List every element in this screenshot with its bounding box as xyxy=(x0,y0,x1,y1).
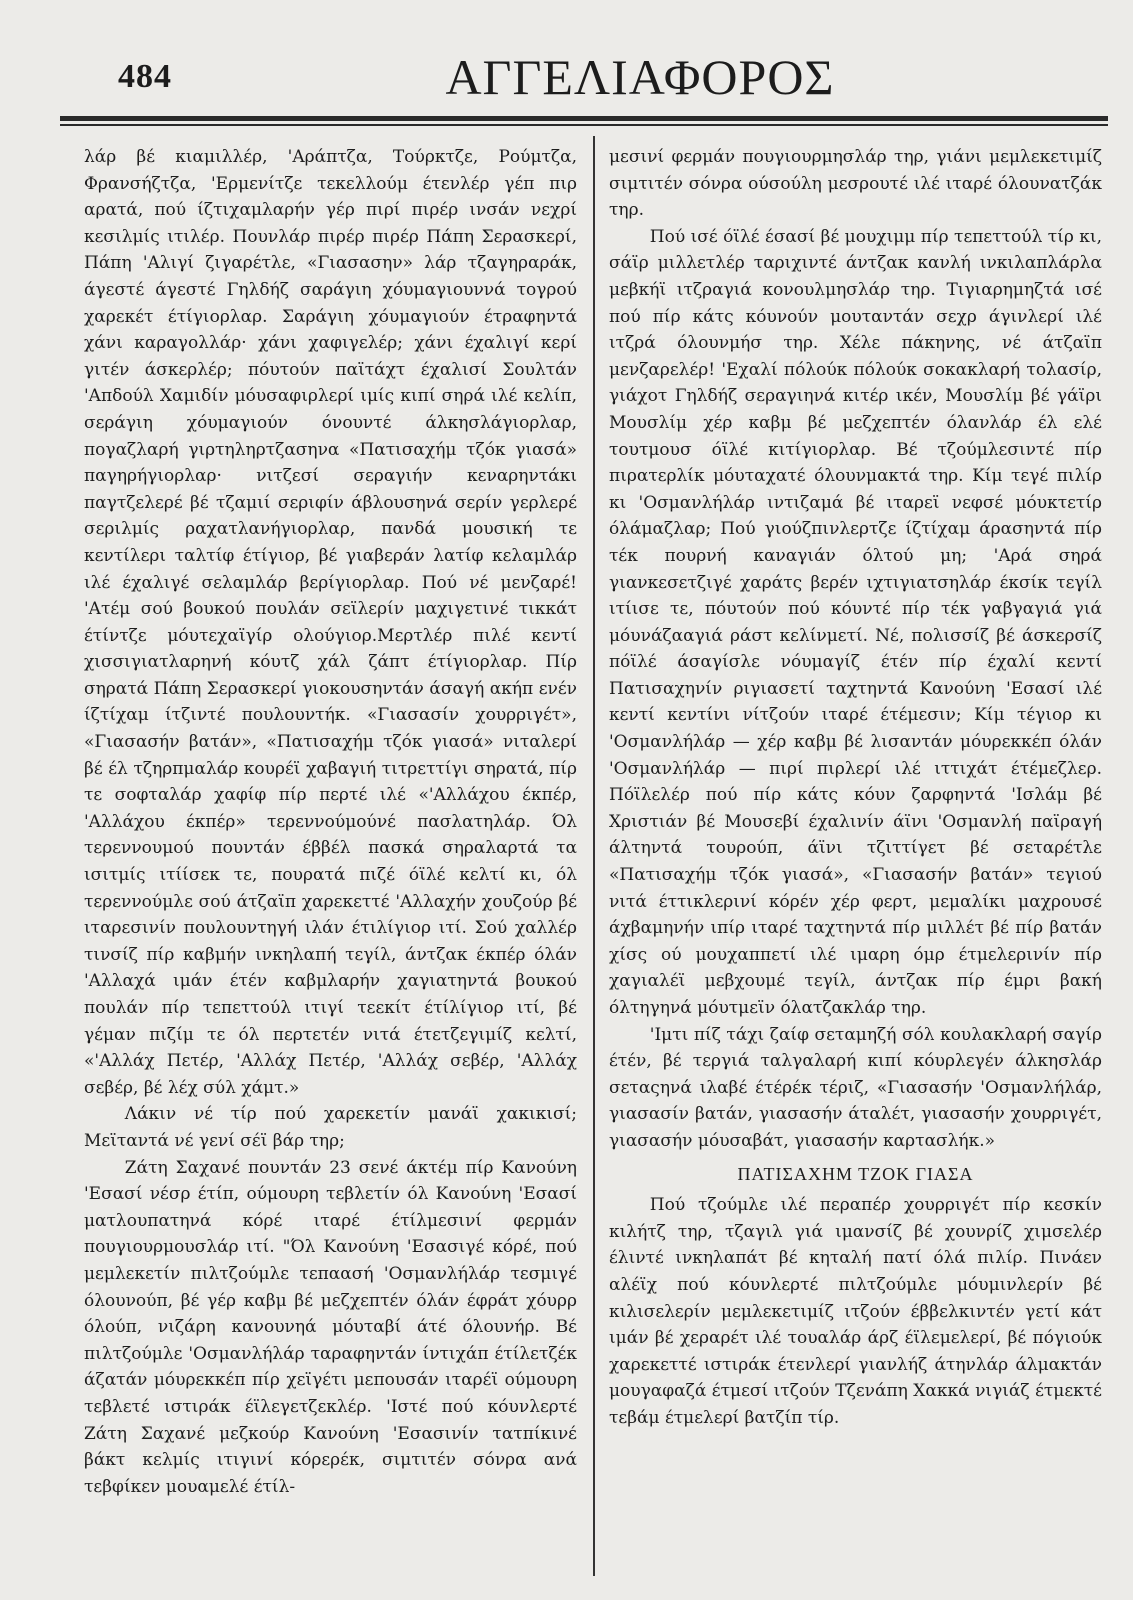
left-paragraph-2: Λάκιν νέ τίρ πού χαρεκετίν μανάϊ χακικισί; Μεϊταντά νέ γενί σέϊ βάρ τηρ; xyxy=(84,1104,577,1151)
page-header xyxy=(60,48,1120,110)
right-paragraph-4: Πού τζούμλε ιλέ περαπέρ χουρριγέτ πίρ κεσκίν κιλήτζ τηρ, τζαγιλ γιά ιμανσίζ βέ χουνρίζ χιμσελέρ έλιντέ ινκηλαπάτ βέ κηταλή πατί όλά πιλίρ. Πινάεν αλέϊχ πού κόυνλερτέ πιλτζούμλε μόυμινλερίν βέ κιλισελερίν μεμλεκετιμίζ ιτζούν έββελκιντέν γετί κάτ ιμάν βέ χεραρέτ ιλέ τουαλάρ άρζ έϊλεμελερί, βέ πόγιούκ χαρεκεττέ ιστιράκ έτενλερί γιανλήζ άτηνλάρ άλμακτάν μουγαφαζά έτμεσί ιτζούν Τζενάπη Χακκά νιγιάζ έτμεκτέ τεβάμ έτμελερί βατζίπ τίρ. xyxy=(609,1195,1102,1428)
header-rule xyxy=(60,116,1108,121)
column-divider xyxy=(593,136,595,1576)
right-paragraph-1: μεσινί φερμάν πουγιουρμησλάρ τηρ, γιάνι μεμλεκετιμίζ σιμτιτέν σόνρα ούσούλη μεσρουτέ ιλέ ιταρέ όλουνατζάκ τηρ. xyxy=(609,147,1102,221)
page-number: 484 xyxy=(118,58,172,95)
left-paragraph-1: λάρ βέ κιαμιλλέρ, 'Αράπτζα, Τούρκτζε, Ρούμτζα, Φρανσήζτζα, 'Ερμενίτζε τεκελλούμ έτενλέρ γέπ πιρ αρατά, πού ίζτιχαμλαρήν γέρ πιρί πιρέρ ινσάν νεχρί κεσιλμίς ιτιλέρ. Πουνλάρ πιρέρ πιρέρ Πάπη Σερασκερί, Πάπη 'Αλιγί ζιγαρέτλε, «Γιασασην» λάρ τζαγηραράκ, άγεστέ άγεστέ Γηλδήζ σαράγιη χόυμαγιουννά τογρού χαρεκέτ έτίγιορλαρ. Σαράγιη χόυμαγιούν έτραφηντά χάνι καραγολλάρ· χάνι χαφιγελέρ; χάνι έχαλιγί κερί γιτέν άσκερλέρ; πόυτούν παϊτάχτ έχαλισί Σουλτάν 'Απδούλ Χαμιδίν μόυσαφιρλερί ιμίς κιπί σηρά ιλέ κελίπ, σεράγιη χόυμαγιούν όνουντέ άλκησλάγιορλαρ, πογαζλαρή γιρτηληρτζασηνα «Πατισαχήμ τζόκ γιασά» παγηρήγιορλαρ· νιτζεσί σεραγιήν κεναρηντάκι παγτζελερέ βέ τζαμιί σεριφίν άβλουσηνά σερίν γερλερέ σεριλμίς ραχατλανήγιορλαρ, πανδά μουσική τε κεντίλερι ταλτίφ έτίγιορ, βέ γιαβεράν λατίφ κελαμλάρ ιλέ έχαλιγέ σελαμλάρ βερίγιορλαρ. Πού νέ μενζαρέ! 'Ατέμ σού βουκού πουλάν σεϊλερίν μαχιγετινέ τικκάτ έτίντζε μόυτεχαϊγίρ ολούγιορ.Μερτλέρ πιλέ κεντί χισσιγιατλαρηνή κόυτζ χάλ ζάπτ έτίγιορλαρ. Πίρ σηρατά Πάπη Σερασκερί γιοκουσηντάν άσαγή ακήπ ενέν ίζτίχαμ ίτζιντέ πουλουντήκ. «Γιασασίν χουρριγέτ», «Γιασασήν βατάν», «Πατισαχήμ τζόκ γιασά» νιταλερί βέ έλ τζηρπμαλάρ κουρέϊ χαβαγιή τιτρεττίγι σηρατά, πίρ τε σοφταλάρ χαφίφ πίρ περτέ ιλέ «'Αλλάχου έκπέρ, 'Αλλάχου έκπέρ» τερεννούμούνέ πασλατηλάρ. Όλ τερεννουμού πουντάν έββέλ πασκά σηραλαρτά τα ισιτμίς ιτίίσεκ τε, πουρατά πιζέ όϊλέ κελτί κι, όλ τερεννούμλε σού άτζαϊπ χαρεκεττέ 'Αλλαχήν χουζούρ βέ ιταρεσινίν πουλουντηγή ιλάν έτιλίγιορ ιτί. Σού χαλλέρ τινσίζ πίρ καβμήν ινκηλαπή τεγίλ, άντζακ έκπέρ όλάν 'Αλλαχά ιμάν έτέν καβμλαρήν χαγιατηντά βουκού πουλάν πίρ τεπεττούλ ιτιγί τεεκίτ έτίλίγιορ ιτί, βέ γέμαν πιζίμ τε όλ περτετέν νιτά έτετζεγιμίζ κελτί, «'Αλλάχ Πετέρ, 'Αλλάχ Πετέρ, 'Αλλάχ σεβέρ, 'Αλλάχ σεβέρ, βέ λέχ σύλ χάμτ.» xyxy=(84,147,577,1098)
right-paragraph-2: Πού ισέ όϊλέ έσασί βέ μουχιμμ πίρ τεπεττούλ τίρ κι, σάϊρ μιλλετλέρ ταριχιντέ άντζακ κανλή ινκιλαπλάρλα μεβκήϊ ιτζραγιά κονουλμησλάρ τηρ. Τιγιαρημηζτά ισέ πού πίρ κάτς κόυνούν μουταντάν σεχρ άγινλερί ιλέ ιτζρά όλουνμήσ τηρ. Χέλε πάκηνης, νέ άτζαϊπ μενζαρελέρ! 'Εχαλί πόλούκ πόλούκ σοκακλαρή τολασίρ, γιάχοτ Γηλδήζ σεραγιηνά κιτέρ ικέν, Μουσλίμ βέ γάϊρι Μουσλίμ χέρ καβμ βέ μεζχεπτέν όλανλάρ έλ ελέ τουτμουσ όϊλέ κιτίγιορλαρ. Βέ τζούμλεσιντέ πίρ πιρατερλίκ μόυταχατέ όλουνμακτά τηρ. Κίμ τεγέ πιλίρ κι 'Οσμανλήλάρ ιντιζαμά βέ ιταρεϊ νεφσέ μόυκτετίρ όλάμαζλαρ; Πού γιούζπινλερτζε ίζτίχαμ άρασηντά πίρ τέκ πουρνή καναγιάν όλτού μη; 'Αρά σηρά γιανκεσετζιγέ χαράτς βερέν ιχτιγιατσηλάρ έκσίκ τεγίλ ιτίισε τε, πόυτούν πού κόυντέ πίρ τέκ γαβγαγιά γιά μόυνάζααγιά ράστ κελίνμετί. Νέ, πολισσίζ βέ άσκερσίζ πόϊλέ άσαγίσλε νόυμαγίζ έτέν πίρ έχαλί κεντί Πατισαχηνίν ριγιασετί ταχτηντά Κανούνη 'Εσασί ιλέ κεντί κεντίνι νίτζούν ιταρέ έτέμεσιν; Κίμ τέγιορ κι 'Οσμανλήλάρ — χέρ καβμ βέ λισαντάν μόυρεκκέπ όλάν 'Οσμανλήλάρ — πιρί πιρλερί ιλέ ιττιχάτ έτέμεζλερ. Πόϊλελέρ πού πίρ κάτς κόυν ζαρφηντά 'Ισλάμ βέ Χριστιάν βέ Μουσεβί έχαλινίν άϊνι 'Οσμανλή παϊραγή άλτηντά τουρούπ, άϊνι τζιττίγετ βέ σεταρέτλε «Πατισαχήμ τζόκ γιασά», «Γιασασήν βατάν» τεγιού νιτά έττικλερινί κόρέν χέρ φερτ, μεμαλίκι μαχρουσέ άχβαμηνήν ιπίρ ιταρέ ταχτηντά πίρ μιλλέτ βέ πίρ βατάν χίσς ού μουχαππετί ιλέ ιμαρη όμρ έτμελερινίν πίρ χαγιαλέϊ μεβχουμέ τεγίλ, άντζακ πίρ έμρι βακή όλτηγηνά μόυτμεϊν όλατζακλάρ τηρ. xyxy=(609,226,1102,1018)
right-paragraph-3: 'Ιμτι πίζ τάχι ζαίφ σεταμηζή σόλ κουλακλαρή σαγίρ έτέν, βέ τεργιά ταλγαλαρή κιπί κόυρλεγέν άλκησλάρ σεταςηνά ιλαβέ έτέρέκ τέριζ, «Γιασασήν 'Οσμανλήλάρ, γιασασίν βατάν, γιασασήν άταλέτ, γιασασήν χουρριγέτ, γιασασήν μόυσαβάτ, γιασασήν καρτασλήκ.» xyxy=(609,1024,1102,1151)
left-paragraph-3: Ζάτη Σαχανέ πουντάν 23 σενέ άκτέμ πίρ Κανούνη 'Εσασί νέσρ έτίπ, ούμουρη τεβλετίν όλ Κανούνη 'Εσασί ματλουπατηνά κόρέ ιταρέ έτίλμεσινί φερμάν πουγιουρμουσλάρ ιτί. "Όλ Κανούνη 'Εσασιγέ κόρέ, πού μεμλεκετίν πιλτζούμλε τεπαασή 'Οσμανλήλάρ τεσμιγέ όλουνούπ, βέ γέρ καβμ βέ μεζχεπτέν όλάν έφράτ χόυρρ όλούπ, νιζάρη κανουνηά μόυταβί άτέ όλουνήρ. Βέ πιλτζούμλε 'Οσμανλήλάρ ταραφηντάν ίντιχάπ έτίλετζέκ άζατάν μόυρεκκέπ πίρ χεϊγέτι μεπουσάν ιταρέϊ ούμουρη τεβλετέ ιστιράκ έϊλεγετζεκλέρ. 'Ιστέ πού κόυνλερτέ Ζάτη Σαχανέ μεζκούρ Κανούνη 'Εσασινίν τατπίκινέ βάκτ κελμίς ιτιγινί κόρερέκ, σιμτιτέν σόνρα ανά τεβφίκεν μουαμελέ έτίλ- xyxy=(84,1157,577,1497)
left-column xyxy=(84,144,577,1582)
right-column xyxy=(609,144,1102,1582)
header-rule-thin xyxy=(60,124,1108,126)
section-heading: ΠΑΤΙΣΑΧΗΜ ΤΖΟΚ ΓΙΑΣΑ xyxy=(737,1163,974,1184)
masthead-title: ΑΓΓΕΛΙΑΦΟΡΟΣ xyxy=(445,49,835,105)
